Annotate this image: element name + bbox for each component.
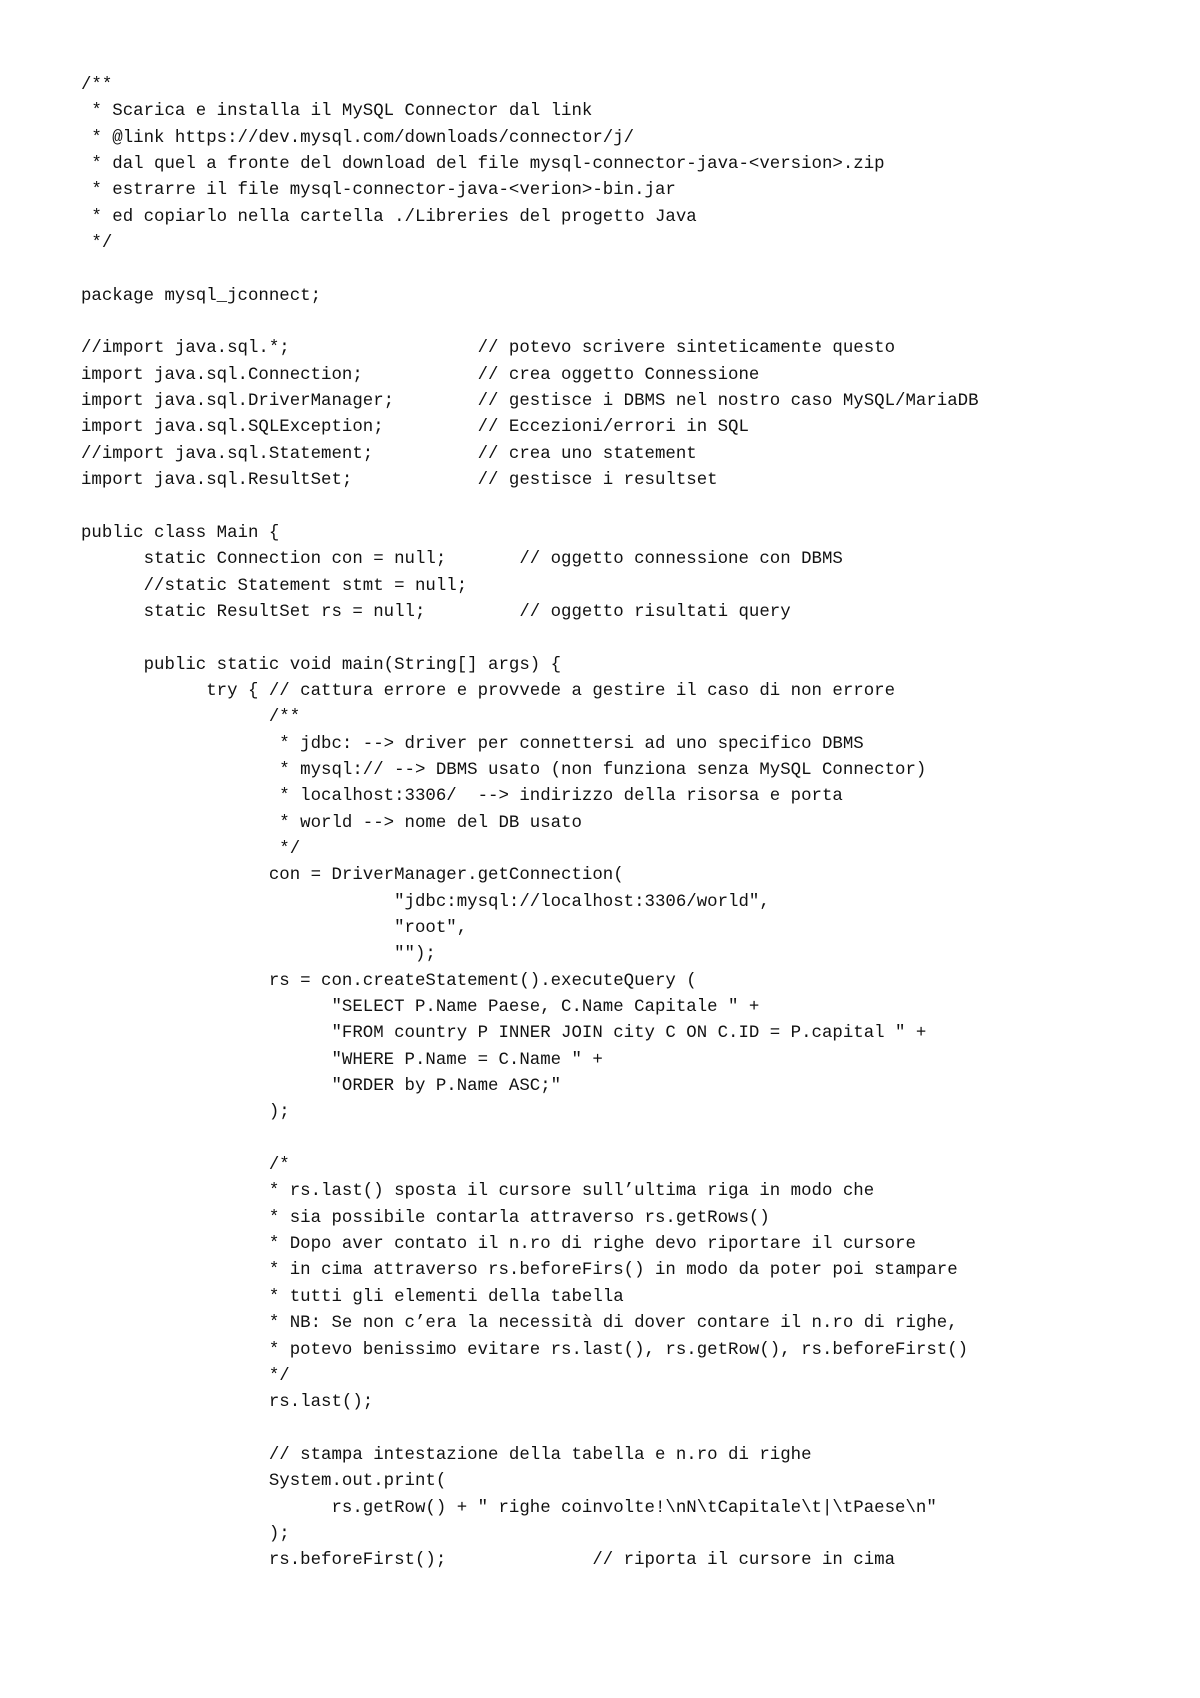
- code-line: rs.last();: [81, 1393, 374, 1413]
- code-line: [81, 495, 1171, 521]
- code-line: [81, 1417, 1171, 1443]
- code-line: * ed copiarlo nella cartella ./Libreries del progetto Java: [81, 207, 697, 227]
- code-line: [81, 1127, 1171, 1153]
- code-line: package mysql_jconnect;: [81, 286, 322, 306]
- code-line: "FROM country P INNER JOIN city C ON C.ID = P.capital " +: [81, 1024, 927, 1044]
- code-line: try { // cattura errore e provvede a gestire il caso di non errore: [81, 681, 896, 701]
- code-line: * NB: Se non c’era la necessità di dover contare il n.ro di righe,: [81, 1314, 958, 1334]
- code-line: */: [81, 1366, 290, 1386]
- code-line: * localhost:3306/ --> indirizzo della risorsa e porta: [81, 787, 843, 807]
- code-line: "root",: [81, 919, 468, 938]
- code-line: * in cima attraverso rs.beforeFirs() in modo da poter poi stampare: [81, 1261, 958, 1281]
- code-line: * Dopo aver contato il n.ro di righe devo riportare il cursore: [81, 1235, 916, 1255]
- code-line: [81, 626, 1171, 652]
- code-line: * world --> nome del DB usato: [81, 813, 582, 833]
- code-line: [81, 257, 1171, 283]
- code-line: public class Main {: [81, 523, 280, 543]
- code-line: System.out.print(: [81, 1472, 447, 1492]
- code-line: * dal quel a fronte del download del file mysql-connector-java-<version>.zip: [81, 155, 885, 175]
- code-line: con = DriverManager.getConnection(: [81, 866, 624, 886]
- code-line: static Connection con = null; // oggetto connessione con DBMS: [81, 550, 843, 570]
- code-line: rs = con.createStatement().executeQuery (: [81, 971, 697, 991]
- code-line: * mysql:// --> DBMS usato (non funziona senza MySQL Connector): [81, 760, 927, 780]
- code-line: import java.sql.Connection; // crea oggetto Connessione: [81, 365, 760, 385]
- code-line: rs.getRow() + " righe coinvolte!\nN\tCapitale\t|\tPaese\n": [81, 1498, 937, 1518]
- code-line: import java.sql.DriverManager; // gestisce i DBMS nel nostro caso MySQL/MariaDB: [81, 392, 979, 412]
- code-line: "ORDER by P.Name ASC;": [81, 1077, 562, 1097]
- code-line: //import java.sql.*; // potevo scrivere sinteticamente questo: [81, 339, 896, 359]
- code-line: );: [81, 1524, 290, 1544]
- code-line: public static void main(String[] args) {: [81, 655, 562, 675]
- code-line: */: [81, 234, 113, 254]
- code-line: // stampa intestazione della tabella e n.ro di righe: [81, 1445, 812, 1465]
- code-line: import java.sql.ResultSet; // gestisce i resultset: [81, 471, 718, 491]
- code-line: //static Statement stmt = null;: [81, 576, 468, 596]
- code-line: * estrarre il file mysql-connector-java-<verion>-bin.jar: [81, 181, 676, 201]
- code-line: * Scarica e installa il MySQL Connector dal link: [81, 102, 593, 122]
- code-line: "");: [81, 945, 436, 965]
- code-line: [81, 310, 1171, 336]
- code-line: * sia possibile contarla attraverso rs.getRows(): [81, 1208, 770, 1228]
- code-line: static ResultSet rs = null; // oggetto risultati query: [81, 602, 791, 622]
- code-line: * potevo benissimo evitare rs.last(), rs.getRow(), rs.beforeFirst(): [81, 1340, 969, 1360]
- code-line: "WHERE P.Name = C.Name " +: [81, 1050, 603, 1070]
- code-listing: [81, 73, 1171, 1575]
- code-line: /**: [81, 708, 301, 728]
- code-line: * rs.last() sposta il cursore sull’ultima riga in modo che: [81, 1182, 875, 1202]
- code-line: /**: [81, 76, 113, 95]
- code-line: /*: [81, 1156, 290, 1176]
- code-line: "jdbc:mysql://localhost:3306/world",: [81, 892, 770, 912]
- code-line: * @link https://dev.mysql.com/downloads/connector/j/: [81, 128, 635, 148]
- code-line: * tutti gli elementi della tabella: [81, 1287, 624, 1307]
- code-line: "SELECT P.Name Paese, C.Name Capitale " +: [81, 998, 760, 1018]
- code-line: //import java.sql.Statement; // crea uno statement: [81, 444, 697, 464]
- code-line: */: [81, 839, 301, 859]
- code-line: rs.beforeFirst(); // riporta il cursore in cima: [81, 1551, 896, 1571]
- code-line: * jdbc: --> driver per connettersi ad uno specifico DBMS: [81, 734, 864, 754]
- code-line: );: [81, 1103, 290, 1123]
- code-line: import java.sql.SQLException; // Eccezioni/errori in SQL: [81, 418, 749, 438]
